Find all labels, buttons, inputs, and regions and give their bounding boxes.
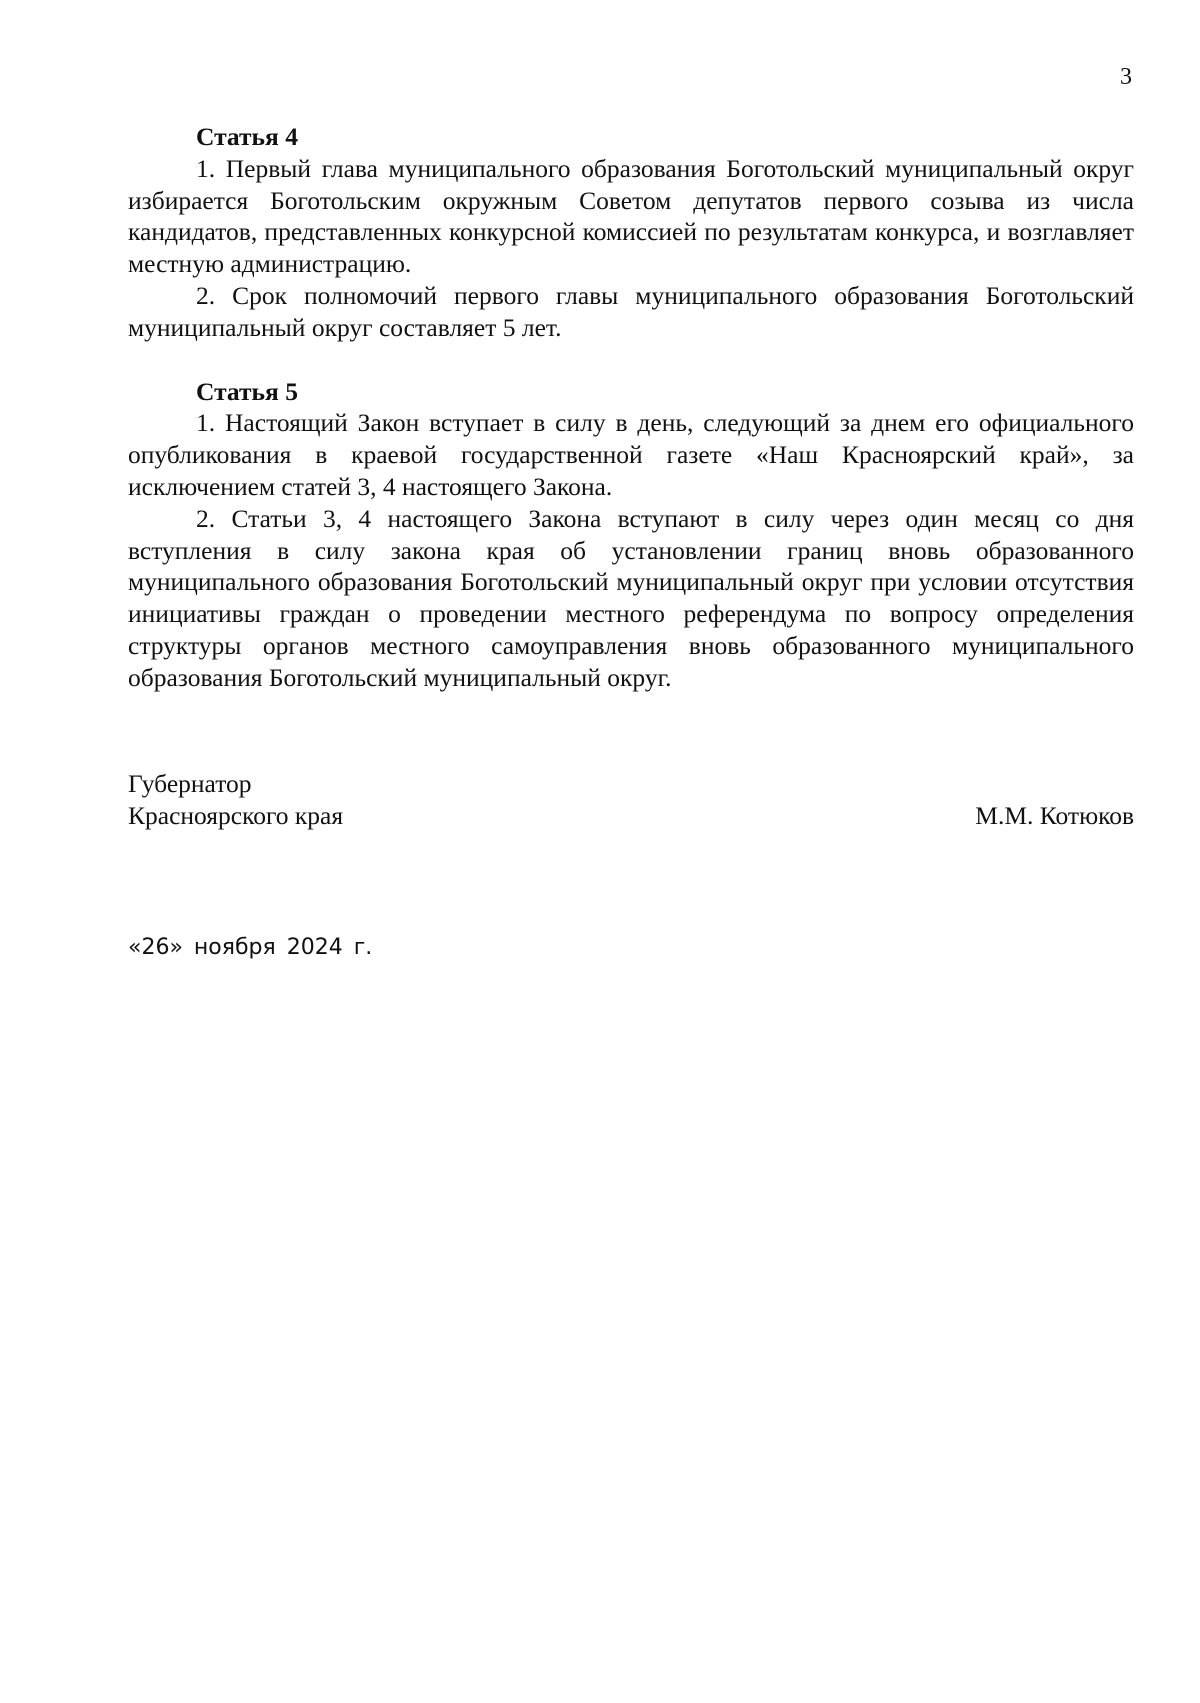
document-body: [128, 121, 1134, 694]
article-4: [128, 121, 1134, 344]
signing-date: «26» ноября 2024 г.: [128, 935, 373, 960]
article-title: Статья 5: [196, 376, 298, 406]
article-title: Статья 4: [196, 122, 298, 151]
article-paragraph: 1. Настоящий Закон вступает в силу в день, следующий за днем его официального опубликования в краевой государственной газете «Наш Красноярский край», за исключением статей 3, 4 настоящего Закона.: [128, 408, 1134, 501]
signatory-name: М.М. Котюков: [975, 801, 1134, 830]
article-paragraph: 1. Первый глава муниципального образования Боготольский муниципальный округ избирается Боготольским окружным Советом депутатов первого созыва из числа кандидатов, представленных конкурсной комиссией по результатам конкурса, и возглавляет местную администрацию.: [128, 153, 1134, 279]
article-spacer: [128, 344, 1134, 376]
signatory-position-line1: Губернатор: [128, 769, 252, 798]
signatory-position-line2: Красноярского края: [128, 801, 344, 830]
article-paragraph: 2. Срок полномочий первого главы муниципального образования Боготольский муниципальный округ составляет 5 лет.: [128, 280, 1134, 342]
article-paragraph: 2. Статьи 3, 4 настоящего Закона вступают в силу через один месяц со дня вступления в силу закона края об установлении границ вновь образованного муниципального образования Боготольский муниципальный округ при условии отсутствия инициативы граждан о проведении местного референдума по вопросу определения структуры органов местного самоуправления вновь образованного муниципального образования Боготольский муниципальный округ.: [128, 503, 1134, 692]
signature-block: [128, 768, 1134, 832]
article-5: [128, 376, 1134, 694]
page-number: 3: [1120, 64, 1132, 90]
